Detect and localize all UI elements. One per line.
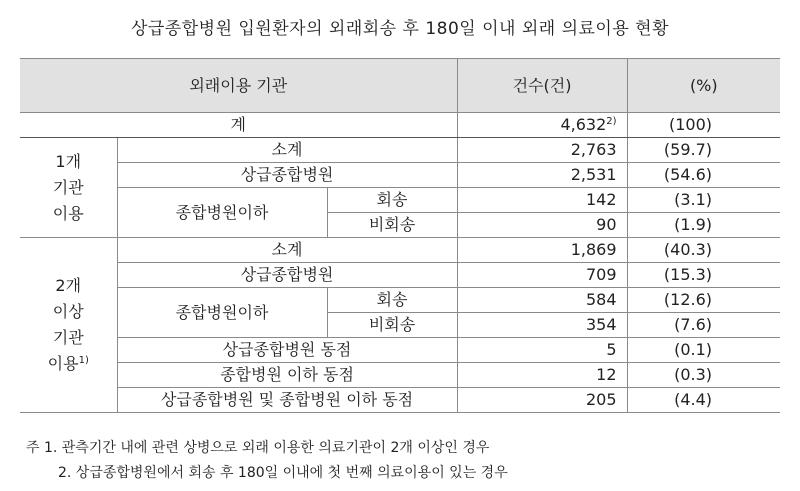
table-row (20, 188, 780, 213)
group2-subtotal-percent: (40.3) (627, 238, 780, 263)
group1-label: 1개 기관 이용 (20, 138, 117, 238)
total-row (20, 113, 780, 138)
group1-subtotal-percent: (59.7) (627, 138, 780, 163)
group2-both-same-label: 상급종합병원 및 종합병원 이하 동점 (117, 388, 457, 413)
footnote-1: 주 1. 관측기간 내에 관련 상병으로 외래 이용한 의료기관이 2개 이상인 경우 (26, 440, 490, 456)
group2-tertiary-same-percent: (0.1) (627, 338, 780, 363)
group2-tertiary-label: 상급종합병원 (117, 263, 457, 288)
group2-general-same-count: 12 (457, 363, 627, 388)
group1-not-referred-count: 90 (457, 213, 627, 238)
group2-referred-percent: (12.6) (627, 288, 780, 313)
footnote-2: 2. 상급종합병원에서 회송 후 180일 이내에 첫 번째 의료이용이 있는 경우 (58, 465, 508, 481)
total-label: 계 (20, 113, 457, 138)
group2-tertiary-count: 709 (457, 263, 627, 288)
table-row (20, 138, 780, 163)
table-row (20, 263, 780, 288)
table-row (20, 363, 780, 388)
group2-footnote-mark: 1) (78, 355, 89, 366)
group2-tertiary-percent: (15.3) (627, 263, 780, 288)
group1-referred-count: 142 (457, 188, 627, 213)
group1-tertiary-count: 2,531 (457, 163, 627, 188)
group1-referred-label: 회송 (327, 188, 457, 213)
table-title: 상급종합병원 입원환자의 외래회송 후 180일 이내 외래 의료이용 현황 (130, 19, 670, 39)
header-count: 건수(건) (457, 59, 627, 113)
total-count: 4,632$^{2)}$ (457, 113, 627, 138)
header-percent: (%) (627, 59, 780, 113)
table-row (20, 288, 780, 313)
group2-not-referred-percent: (7.6) (627, 313, 780, 338)
group2-tertiary-same-label: 상급종합병원 동점 (117, 338, 457, 363)
total-percent: (100) (627, 113, 780, 138)
group1-tertiary-label: 상급종합병원 (117, 163, 457, 188)
group1-subtotal-count: 2,763 (457, 138, 627, 163)
table-row (20, 388, 780, 413)
data-table (20, 58, 780, 413)
group2-subtotal-label: 소계 (117, 238, 457, 263)
group2-not-referred-label: 비회송 (327, 313, 457, 338)
group1-general-label: 종합병원이하 (117, 188, 327, 238)
group2-not-referred-count: 354 (457, 313, 627, 338)
group2-general-same-label: 종합병원 이하 동점 (117, 363, 457, 388)
group2-both-same-percent: (4.4) (627, 388, 780, 413)
group2-subtotal-count: 1,869 (457, 238, 627, 263)
group1-not-referred-percent: (1.9) (627, 213, 780, 238)
group1-tertiary-percent: (54.6) (627, 163, 780, 188)
table-row (20, 163, 780, 188)
group2-general-label: 종합병원이하 (117, 288, 327, 338)
group1-not-referred-label: 비회송 (327, 213, 457, 238)
header-category: 외래이용 기관 (20, 59, 457, 113)
group1-subtotal-label: 소계 (117, 138, 457, 163)
header-row (20, 59, 780, 113)
group1-referred-percent: (3.1) (627, 188, 780, 213)
table-row (20, 338, 780, 363)
group2-referred-label: 회송 (327, 288, 457, 313)
total-count-footnote-mark: 2) (606, 116, 617, 127)
group2-referred-count: 584 (457, 288, 627, 313)
group2-label: 2개 이상 기관 이용$^{1)}$ (20, 238, 117, 413)
table-row (20, 238, 780, 263)
group2-both-same-count: 205 (457, 388, 627, 413)
group2-general-same-percent: (0.3) (627, 363, 780, 388)
group2-tertiary-same-count: 5 (457, 338, 627, 363)
